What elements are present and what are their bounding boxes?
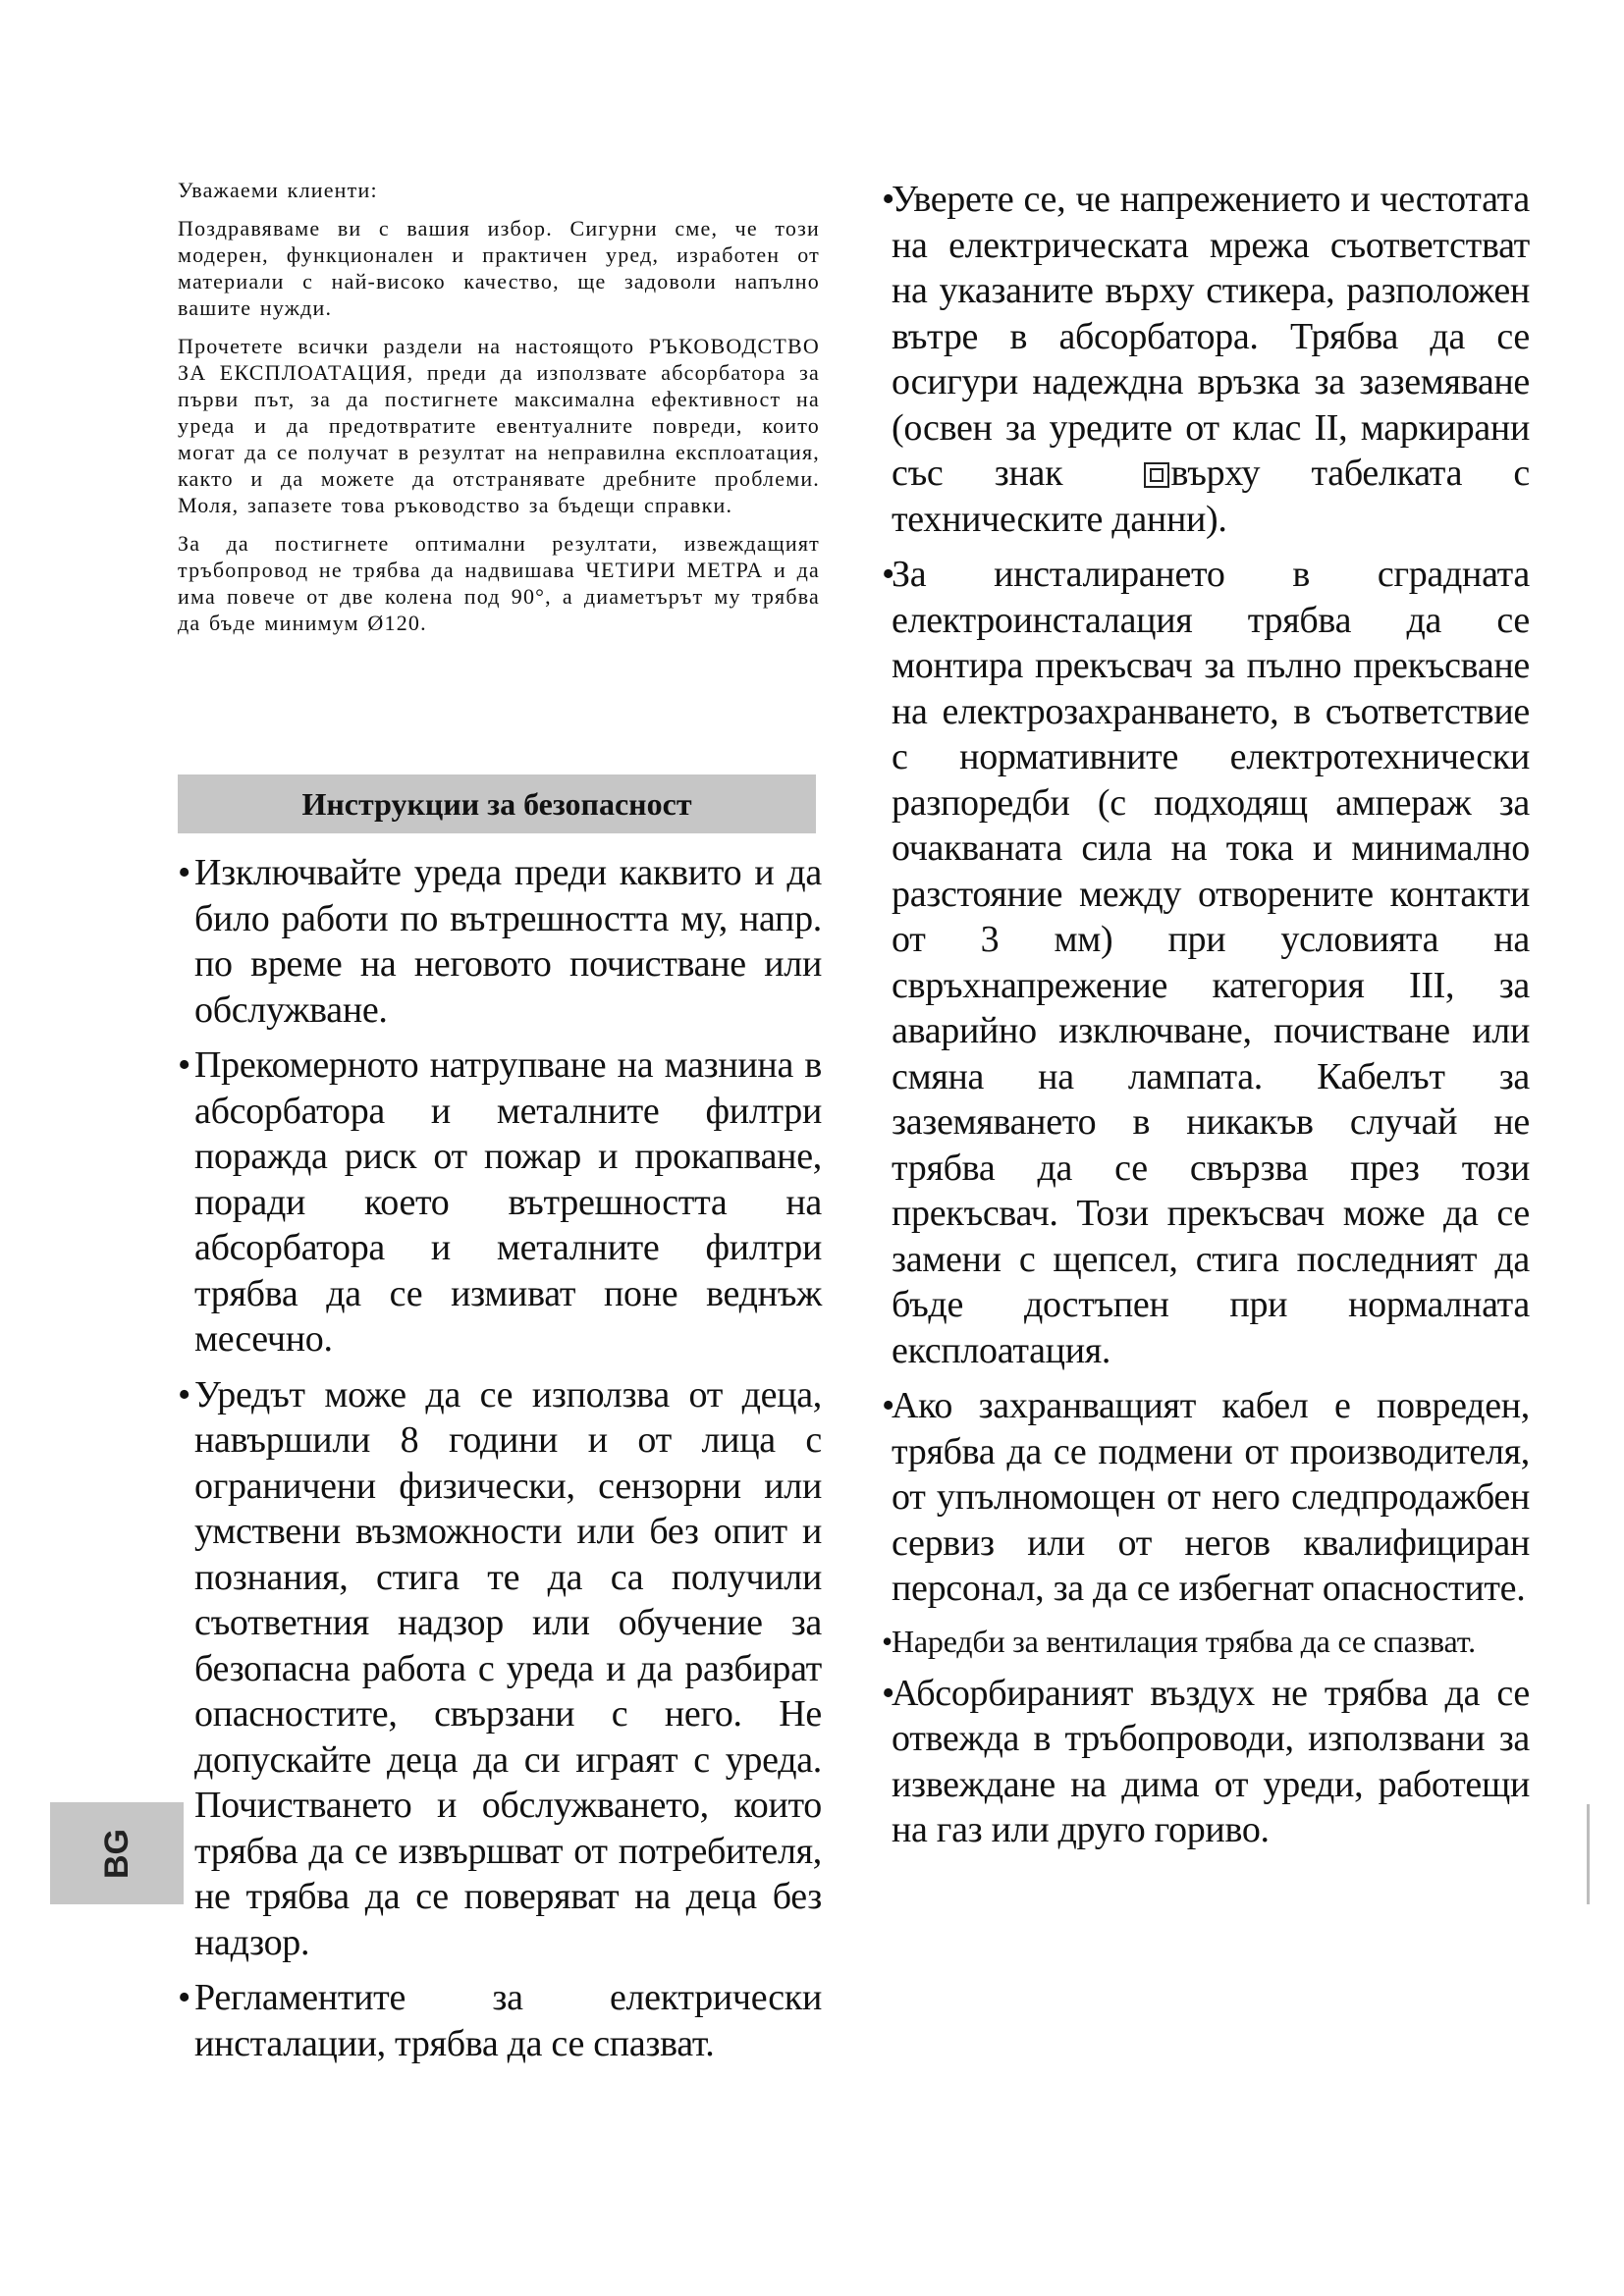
list-item: [178, 1975, 822, 2066]
safety-list-right: [882, 177, 1530, 1863]
list-item: [882, 177, 1530, 542]
intro-paragraph: За да постигнете оптимални резултати, извеждащият тръбопровод не трябва да надвишава ЧЕТИРИ МЕТРА и да има повече от две колена под 90°, а диаметърът му трябва да бъде минимум Ø120.: [178, 531, 820, 635]
list-item: [882, 552, 1530, 1373]
double-square-class-ii-icon: [1144, 462, 1169, 488]
intro-greeting: Уважаеми клиенти:: [178, 178, 378, 202]
bullet-icon: •: [882, 1623, 893, 1659]
list-item-text: Уредът може да се използва от деца, навършили 8 години и от лица с ограничени физически, сензорни или умствени възможности или без опит и познания, стига те да са получили съответния надзор или обучение за безопасна работа с уреда и да разбират опасностите, свързани с него. Не допускайте деца да си играят с уреда. Почистването и обслужването, които трябва да се извършват от потребителя, не трябва да се поверяват на деца без надзор.: [194, 1373, 822, 1963]
list-item-text: Изключвайте уреда преди каквито и да било работи по вътрешността му, напр. по време на неговото почистване или обслужване.: [194, 852, 822, 1031]
bullet-icon: •: [882, 179, 895, 220]
bullet-icon: •: [178, 1977, 191, 2018]
list-item-text: Регламентите за електрически инсталации, трябва да се спазват.: [194, 1977, 822, 2064]
list-item: [882, 1622, 1530, 1661]
list-item-text: Наредби за вентилация трябва да се спазват.: [892, 1623, 1476, 1659]
page-edge-divider: [1587, 1804, 1590, 1904]
list-item-text: Ако захранващият кабел е повреден, трябва да се подмени от производителя, от упълномощен от него следпродажбен сервиз или от негов квалифициран персонал, за да се избегнат опасностите.: [892, 1385, 1530, 1609]
list-item: [178, 850, 822, 1033]
intro-section: [178, 177, 820, 648]
list-item: [178, 1372, 822, 1966]
list-item: [882, 1671, 1530, 1853]
list-item: [178, 1042, 822, 1362]
language-tab-label: BG: [97, 1828, 135, 1879]
bullet-icon: •: [178, 852, 191, 893]
safety-list-left: [178, 850, 822, 2076]
intro-paragraph: Поздравяваме ви с вашия избор. Сигурни сме, че този модерен, функционален и практичен уред, изработен от материали с най-високо качество, ще задоволи напълно вашите нужди.: [178, 216, 820, 320]
list-item-text: Уверете се, че напрежението и честотата на електрическата мрежа съответстват на указаните върху стикера, разположен вътре в абсорбатора. Трябва да се осигури надеждна връзка за заземяване (освен за уредите от клас II, маркирани със знак: [892, 179, 1530, 494]
bullet-icon: •: [882, 1385, 895, 1426]
list-item-text: За инсталирането в сградната електроинсталация трябва да се монтира прекъсвач за пълно прекъсване на електрозахранването, в съответствие с нормативните електротехнически разпоредби (с подходящ ампераж за очакваната сила на тока и минимално разстояние между отворените контакти от 3 мм) при условията на свръхнапрежение категория III, за аварийно изключване, почистване или смяна на лампата. Кабелът за заземяването в никакъв случай не трябва да се свързва през този прекъсвач. Този прекъсвач може да се замени с щепсел, стига последният да бъде достъпен при нормалната експлоатация.: [892, 554, 1530, 1371]
bullet-icon: •: [882, 1672, 895, 1714]
list-item-text: Абсорбираният въздух не трябва да се отвежда в тръбопроводи, използвани за извеждане на дима от уреди, работещи на газ или друго гориво.: [892, 1672, 1530, 1850]
language-tab: [50, 1802, 184, 1904]
bullet-icon: •: [882, 554, 895, 595]
list-item-text: Прекомерното натрупване на мазнина в абсорбатора и металните филтри поражда риск от пожар и прокапване, поради което вътрешността на абсорбатора и металните филтри трябва да се измиват поне веднъж месечно.: [194, 1044, 822, 1360]
list-item: [882, 1383, 1530, 1612]
intro-paragraph: Прочетете всички раздели на настоящото РЪКОВОДСТВО ЗА ЕКСПЛОАТАЦИЯ, преди да използвате абсорбатора за първи път, за да постигнете максимална ефективност на уреда и да предотвратите евентуалните повреди, които могат да се получат в резултат на неправилна експлоатация, както и да можете да отстранявате дребните проблеми. Моля, запазете това ръководство за бъдещи справки.: [178, 334, 820, 517]
list-item-text-continued: върху табелката с техническите данни).: [892, 453, 1530, 540]
bullet-icon: •: [178, 1044, 191, 1086]
bullet-icon: •: [178, 1373, 191, 1415]
safety-heading: Инструкции за безопасност: [301, 785, 692, 822]
safety-heading-bar: [178, 774, 816, 833]
